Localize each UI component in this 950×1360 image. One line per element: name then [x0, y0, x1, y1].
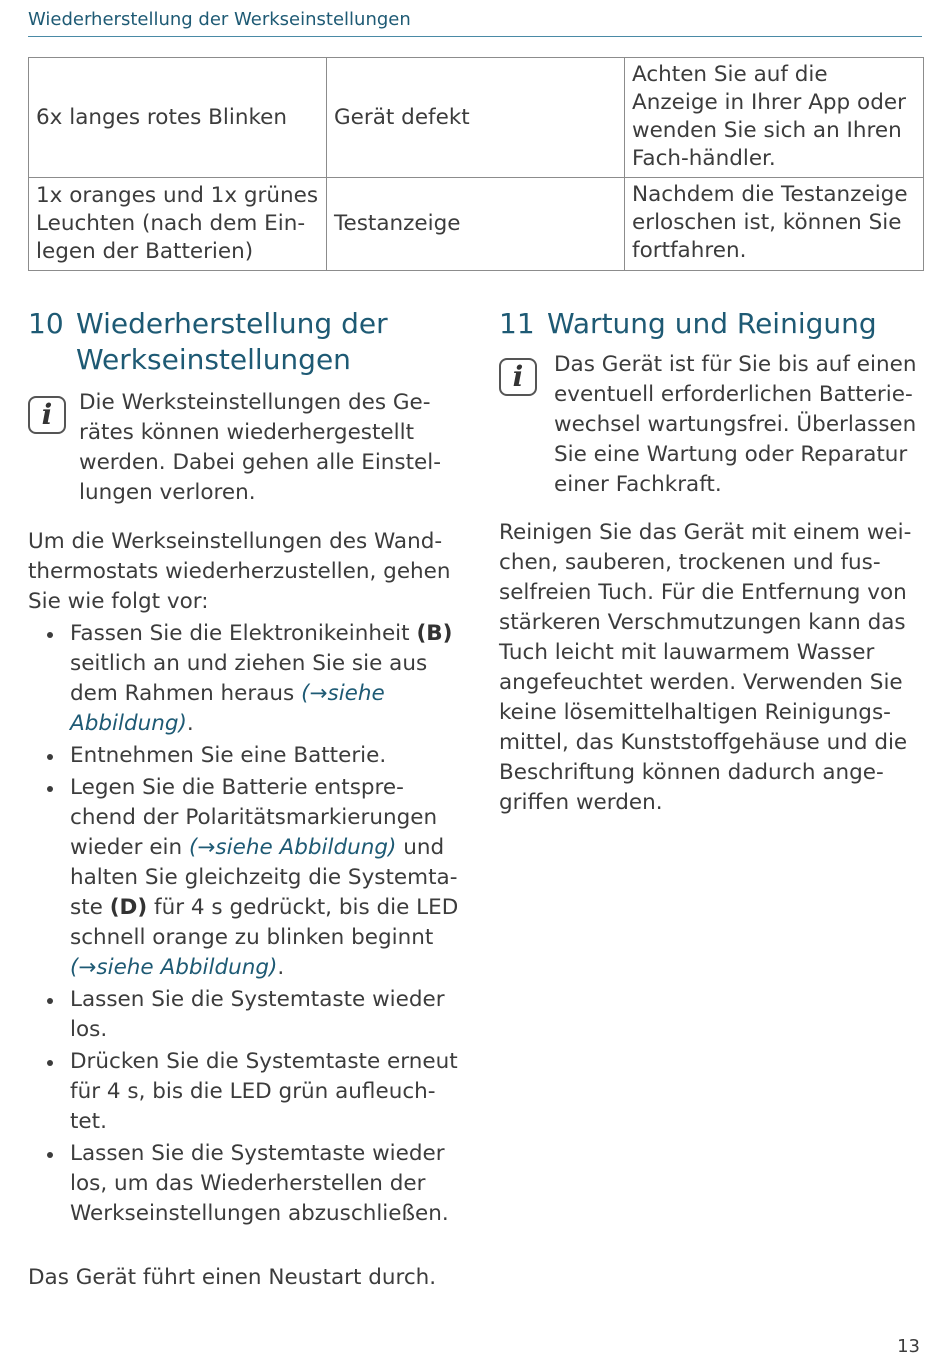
cleaning-paragraph: Reinigen Sie das Gerät mit einem wei-chen, sauberen, trockenen und fus-selfreien Tuch. Für die Entfernung von stärkeren Verschmutzungen kann das Tuch leicht mit lauwarmem Wasser angefeuchtet werden. Verwenden Sie keine lösemittelhaltigen Reinigungs-mittel, das Kunststoffgehäuse und die Beschriftung können dadurch ange-griffen werden. — [499, 520, 912, 815]
section-number: 10 — [28, 307, 64, 340]
info-note — [499, 350, 919, 500]
steps-list — [28, 619, 468, 1229]
table-cell-solution: Achten Sie auf die Anzeige in Ihrer App oder wenden Sie sich an Ihren Fach-händler. — [625, 58, 924, 178]
step-text: und halten Sie gleichzeitg die Systemta-ste — [70, 835, 458, 920]
section-title: Wartung und Reinigung — [547, 307, 877, 340]
list-item: Legen Sie die Batterie entspre-chend der Polaritätsmarkierungen wieder ein (→siehe Abbildung) und halten Sie gleichzeitg die Systemta-ste (D) für 4 s gedrückt, bis die LED schnell orange zu blinken beginnt (→siehe Abbildung). — [28, 773, 468, 983]
figure-reference-link[interactable]: (→siehe Abbildung) — [70, 681, 385, 736]
section-title-line: Wiederherstellung der — [76, 307, 388, 340]
list-item: Fassen Sie die Elektronikeinheit (B) seitlich an und ziehen Sie sie aus dem Rahmen heraus (→siehe Abbildung). — [28, 619, 468, 739]
section-11 — [499, 306, 919, 818]
step-text: Drücken Sie die Systemtaste erneut für 4 s, bis die LED grün aufleuch-tet. — [70, 1049, 458, 1134]
intro-paragraph: Um die Werkseinstellungen des Wand-thermostats wiederherzustellen, gehen Sie wie folgt vor: — [28, 529, 451, 614]
info-icon: i — [28, 396, 66, 434]
table-cell-signal: 6x langes rotes Blinken — [29, 58, 327, 178]
info-note-text: Die Werksteinstellungen des Ge-rätes können wiederhergestellt werden. Dabei gehen alle Einstel-lungen verloren. — [79, 390, 442, 505]
section-10 — [28, 306, 468, 1293]
page-number: 13 — [897, 1336, 920, 1357]
info-note — [28, 388, 468, 508]
section-11-heading — [499, 306, 919, 342]
component-label: (B) — [416, 621, 453, 646]
section-title — [76, 306, 388, 378]
step-text: Entnehmen Sie eine Batterie. — [70, 743, 387, 768]
table-row — [29, 178, 924, 271]
section-10-heading — [28, 306, 468, 378]
table-cell-meaning: Gerät defekt — [327, 58, 625, 178]
info-icon: i — [499, 358, 537, 396]
step-text: seitlich an und ziehen Sie sie aus dem Rahmen heraus — [70, 651, 428, 706]
running-header: Wiederherstellung der Werkseinstellungen — [28, 10, 922, 37]
table-cell-signal: 1x oranges und 1x grünes Leuchten (nach dem Ein-legen der Batterien) — [29, 178, 327, 271]
table-cell-meaning: Testanzeige — [327, 178, 625, 271]
section-number: 11 — [499, 307, 535, 340]
figure-reference-link[interactable]: (→siehe Abbildung) — [70, 955, 278, 980]
component-label: (D) — [109, 895, 148, 920]
figure-reference-link[interactable]: (→siehe Abbildung) — [189, 835, 397, 860]
outro-paragraph: Das Gerät führt einen Neustart durch. — [28, 1265, 437, 1290]
table-cell-solution: Nachdem die Testanzeige erloschen ist, können Sie fortfahren. — [625, 178, 924, 271]
info-note-text: Das Gerät ist für Sie bis auf einen eventuell erforderlichen Batterie-wechsel wartungsfrei. Überlassen Sie eine Wartung oder Reparatur einer Fachkraft. — [554, 352, 917, 497]
step-text: für 4 s gedrückt, bis die LED schnell orange zu blinken beginnt — [70, 895, 459, 950]
list-item — [28, 1047, 468, 1137]
step-text: Lassen Sie die Systemtaste wieder los. — [70, 987, 445, 1042]
step-text: Fassen Sie die Elektronikeinheit — [70, 621, 410, 646]
table-row — [29, 58, 924, 178]
list-item — [28, 985, 468, 1045]
list-item — [28, 741, 468, 771]
list-item — [28, 1139, 468, 1229]
led-status-table — [28, 57, 924, 271]
step-text: Legen Sie die Batterie entspre-chend der Polaritätsmarkierungen wieder ein — [70, 775, 438, 860]
section-title-line: Werkseinstellungen — [76, 343, 351, 376]
step-text: Lassen Sie die Systemtaste wieder los, um das Wiederherstellen der Werkseinstellungen abzuschließen. — [70, 1141, 449, 1226]
